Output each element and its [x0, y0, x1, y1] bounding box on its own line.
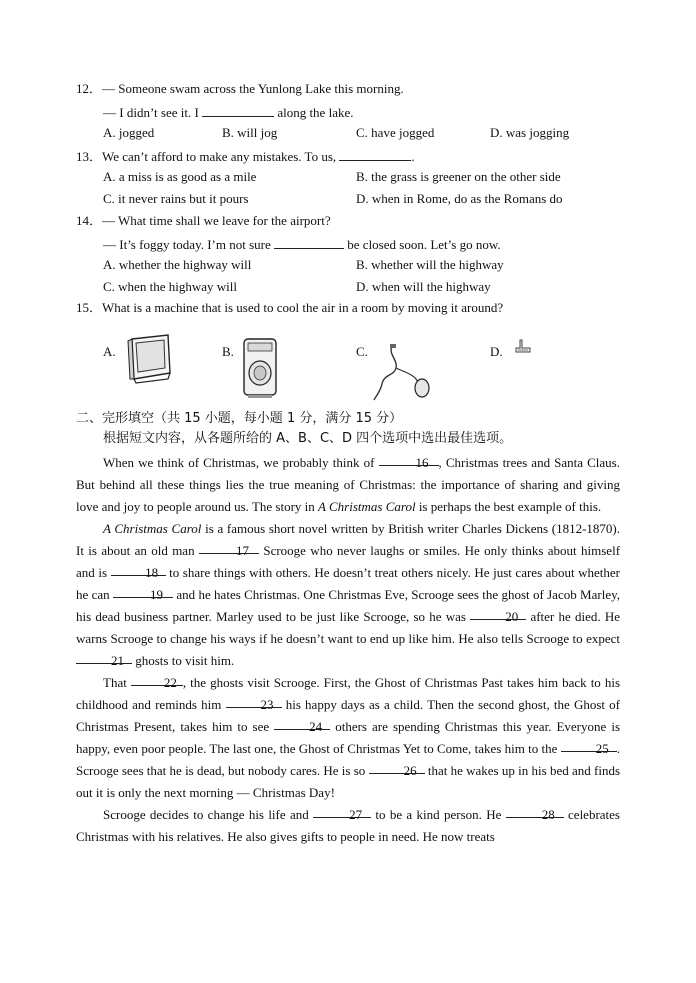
blank-number: 24 [309, 719, 323, 734]
paragraph-4 [76, 804, 620, 848]
blank-number: 19 [150, 587, 163, 602]
passage-text: celebrates Christmas with his relatives. He also gives gifts to people in need. He now treats [76, 807, 620, 844]
question-text: We can’t afford to make any mistakes. To us, [102, 149, 337, 164]
option-a[interactable]: A. [103, 344, 116, 359]
question-text: be closed soon. Let’s go now. [347, 237, 501, 252]
passage-text: , Christmas trees and Santa Claus. But behind all these things lies the true meaning of Christmas: the importance of sharing and giving love and joy to people around us. The story in [76, 455, 620, 514]
option-a[interactable]: A. jogged [103, 125, 155, 140]
question-text: — What time shall we leave for the airport? [102, 213, 331, 228]
question-number: 13． [76, 149, 103, 164]
passage-text: and he hates Christmas. One Christmas Eve, Scrooge sees the ghost of Jacob Marley, his dead business partner. Marley used to be just like Scrooge, so he was [76, 587, 621, 624]
cloze-blank-24[interactable] [274, 716, 330, 734]
option-b[interactable]: B. [222, 344, 234, 359]
question-number: 14． [76, 213, 103, 228]
option-c[interactable]: C. [356, 344, 368, 359]
blank-number: 26 [403, 763, 417, 778]
cloze-blank-18[interactable] [111, 562, 166, 580]
blank-number: 17 [235, 543, 249, 558]
paragraph-1 [76, 452, 620, 518]
passage-text: to share things with others. He doesn’t treat others nicely. He just cares about whether he can [76, 565, 620, 602]
passage-text: is a famous short novel written by British writer Charles Dickens (1812-1870). It is about an old man [76, 521, 621, 558]
passage-text: others are spending Christmas this year. Everyone is happy, even poor people. The last one, the Ghost of Christmas Yet to Come, takes him to the [76, 719, 621, 756]
option-c[interactable]: C. have jogged [356, 125, 435, 140]
option-c[interactable]: C. when the highway will [103, 279, 237, 294]
blank-number: 27 [349, 807, 363, 822]
passage-text: is perhaps the best example of this. [418, 499, 602, 514]
passage-text: that he wakes up in his bed and finds out it is only the next morning — Christmas Day! [76, 763, 621, 800]
passage-text: When we think of Christmas, we probably think of [103, 455, 375, 470]
television-icon[interactable] [124, 333, 174, 389]
question-number: 12． [76, 81, 103, 96]
passage-text: to be a kind person. He [375, 807, 502, 822]
section-instruction: 根据短文内容，从各题所给的 A、B、C、D 四个选项中选出最佳选项。 [103, 431, 513, 446]
blank-number: 20 [505, 609, 519, 624]
passage-text: his happy days as a child. Then the second ghost, the Ghost of Christmas Present, takes him to see [76, 697, 620, 734]
passage-text: Scrooge decides to change his life and [103, 807, 309, 822]
option-b[interactable]: B. will jog [222, 125, 278, 140]
answer-blank[interactable] [339, 147, 411, 161]
option-a[interactable]: A. whether the highway will [103, 257, 252, 272]
blank-number: 18 [145, 565, 159, 580]
option-b[interactable]: B. whether will the highway [356, 257, 504, 272]
option-a[interactable]: A. a miss is as good as a mile [103, 169, 257, 184]
question-15 [76, 300, 503, 316]
cloze-blank-19[interactable] [113, 584, 173, 602]
question-text: — It’s foggy today. I’m not sure [103, 237, 271, 252]
passage-text: ghosts to visit him. [135, 653, 235, 668]
section-title: 二、完形填空（共 15 小题，每小题 1 分，满分 15 分） [76, 411, 403, 426]
question-text: — Someone swam across the Yunlong Lake this morning. [102, 81, 404, 96]
answer-blank[interactable] [274, 235, 344, 249]
option-d[interactable]: D. was jogging [490, 125, 570, 140]
passage-text: That [103, 675, 127, 690]
passage [76, 452, 620, 848]
cloze-blank-27[interactable] [313, 804, 371, 822]
blank-number: 28 [541, 807, 555, 822]
cloze-blank-23[interactable] [226, 694, 282, 712]
blank-number: 16 [415, 455, 429, 470]
blank-number: 21 [111, 653, 124, 668]
question-text: along the lake. [277, 105, 354, 120]
cloze-blank-25[interactable] [561, 738, 617, 756]
answer-blank[interactable] [202, 103, 274, 117]
cloze-blank-26[interactable] [369, 760, 425, 778]
fan-icon[interactable] [512, 338, 534, 360]
cloze-blank-17[interactable] [199, 540, 259, 558]
passage-text: . Scrooge sees that he is dead, but nobody cares. He is so [76, 741, 621, 778]
passage-text: , the ghosts visit Scrooge. First, the Ghost of Christmas Past takes him back to his childhood and reminds him [76, 675, 621, 712]
cloze-blank-28[interactable] [506, 804, 564, 822]
passage-text: after he died. He warns Scrooge to change his ways if he doesn’t want to end up like him. He also tells Scrooge to expect [76, 609, 621, 646]
option-b[interactable]: B. the grass is greener on the other side [356, 169, 561, 184]
hair-dryer-icon[interactable] [370, 344, 432, 406]
cloze-blank-22[interactable] [131, 672, 183, 690]
blank-number: 25 [595, 741, 609, 756]
cloze-blank-20[interactable] [470, 606, 526, 624]
option-c[interactable]: C. it never rains but it pours [103, 191, 249, 206]
option-d[interactable]: D. [490, 344, 503, 359]
book-title: A Christmas Carol [103, 521, 202, 536]
passage-text: Scrooge who never laughs or smiles. He only thinks about himself and is [76, 543, 621, 580]
cloze-blank-16[interactable] [379, 452, 439, 470]
question-text: . [411, 149, 415, 164]
question-text: — I didn’t see it. I [103, 105, 199, 120]
washing-machine-icon[interactable] [240, 335, 280, 405]
cloze-blank-21[interactable] [76, 650, 132, 668]
question-number: 15． [76, 300, 103, 315]
blank-number: 22 [163, 675, 177, 690]
question-text: What is a machine that is used to cool the air in a room by moving it around? [102, 300, 504, 315]
book-title: A Christmas Carol [318, 499, 416, 514]
question-14-line2 [103, 235, 501, 253]
question-14 [76, 213, 331, 229]
question-12-line2 [103, 103, 353, 121]
question-12 [76, 81, 404, 97]
blank-number: 23 [260, 697, 274, 712]
option-d[interactable]: D. when in Rome, do as the Romans do [356, 191, 563, 206]
paragraph-2 [76, 518, 620, 672]
option-d[interactable]: D. when will the highway [356, 279, 491, 294]
paragraph-3 [76, 672, 620, 804]
question-13 [76, 147, 415, 165]
